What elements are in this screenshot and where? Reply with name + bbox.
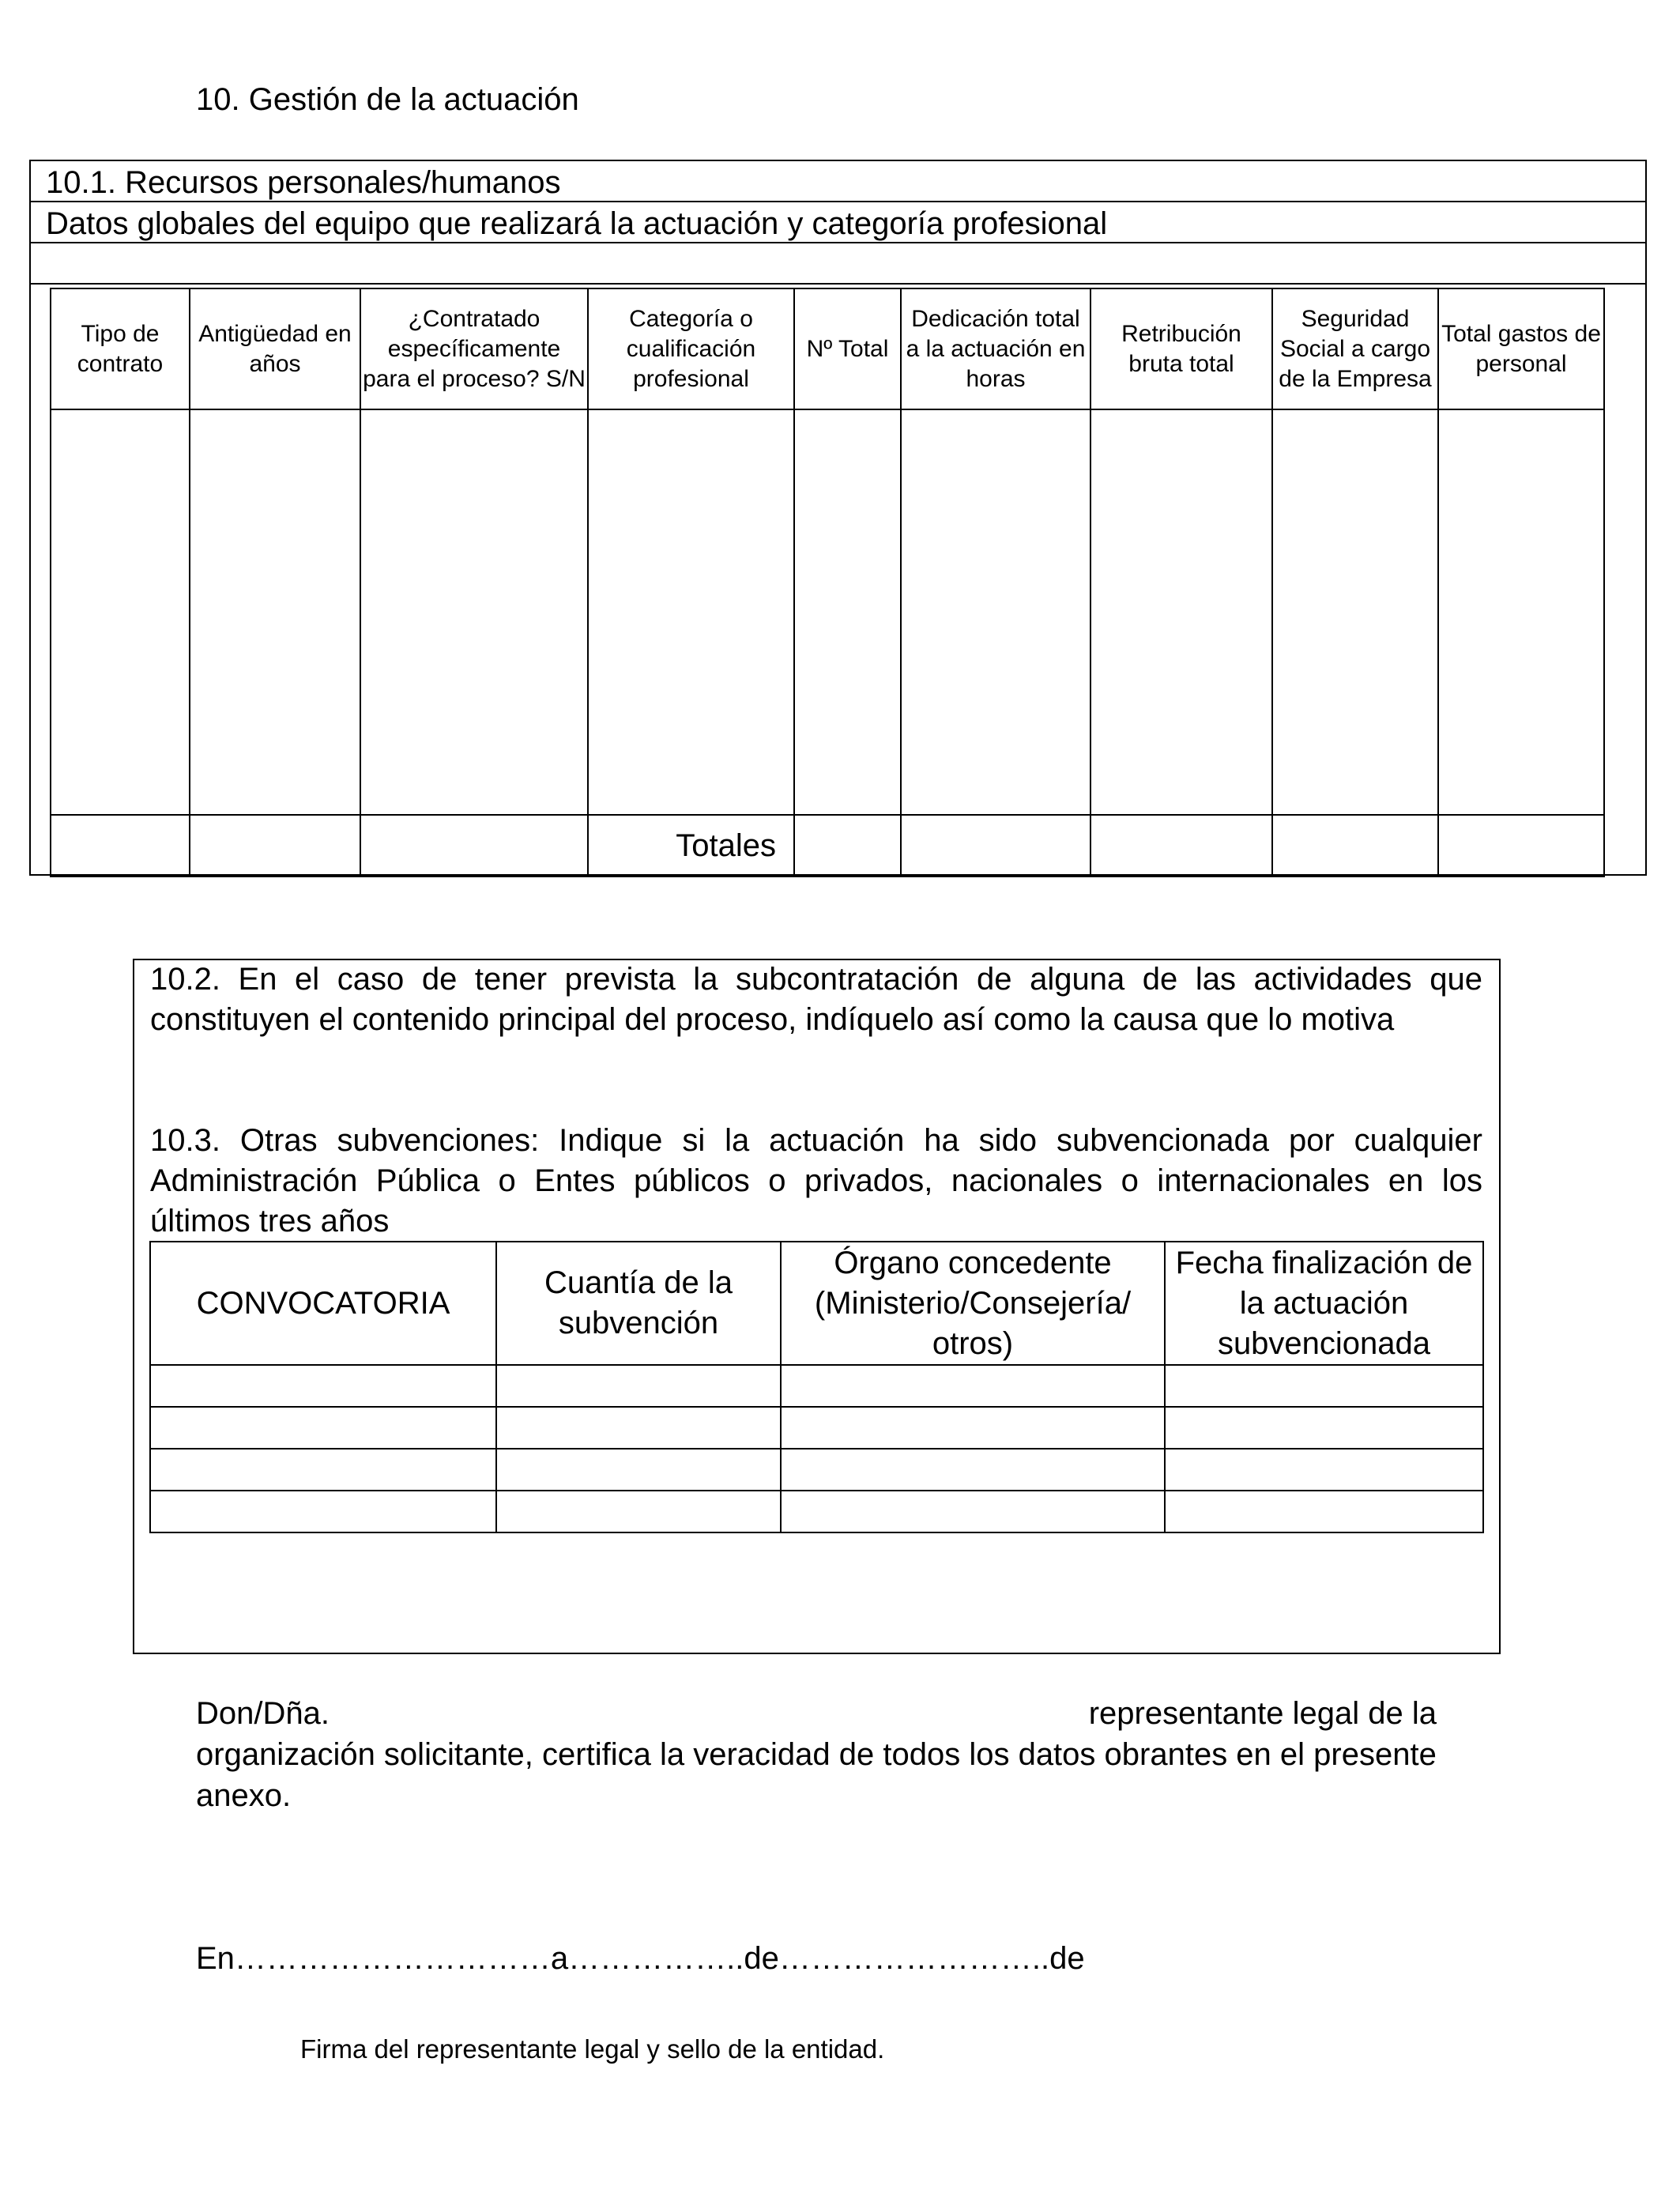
certification-prefix: Don/Dña. [196, 1696, 330, 1731]
input-cell[interactable] [51, 409, 190, 815]
column-header: Fecha finalización de la actuación subvencionada [1165, 1242, 1483, 1365]
input-cell[interactable] [190, 815, 360, 876]
input-cell[interactable] [1272, 409, 1438, 815]
certification-suffix: representante legal de la [1088, 1696, 1437, 1731]
column-header: Nº Total [794, 288, 901, 409]
input-cell[interactable] [1438, 409, 1604, 815]
input-cell[interactable] [150, 1365, 496, 1407]
table-row [150, 1407, 1483, 1449]
input-cell[interactable] [190, 409, 360, 815]
input-cell[interactable] [588, 409, 794, 815]
input-cell[interactable] [496, 1365, 781, 1407]
input-cell[interactable] [1165, 1491, 1483, 1532]
input-cell[interactable] [150, 1407, 496, 1449]
table-header-row [150, 1242, 1483, 1365]
input-cell[interactable] [794, 409, 901, 815]
input-cell[interactable] [496, 1407, 781, 1449]
column-header: Dedicación total a la actuación en horas [901, 288, 1090, 409]
section-title: 10. Gestión de la actuación [196, 82, 579, 117]
table-row [150, 1365, 1483, 1407]
column-header: Antigüedad en años [190, 288, 360, 409]
input-cell[interactable] [496, 1491, 781, 1532]
input-cell[interactable] [781, 1491, 1165, 1532]
input-cell[interactable] [781, 1449, 1165, 1491]
divider [31, 283, 1645, 285]
input-cell[interactable] [781, 1407, 1165, 1449]
other-subsidies-text: 10.3. Otras subvenciones: Indique si la actuación ha sido subvencionada por cualquier Administración Pública o Entes públicos o privados, nacionales o internacionales en los últimos tres años [150, 1123, 1482, 1238]
certification-text [196, 1693, 1437, 1816]
input-cell[interactable] [1090, 409, 1272, 815]
input-cell[interactable] [1438, 815, 1604, 876]
input-cell[interactable] [1165, 1365, 1483, 1407]
input-cell[interactable] [781, 1365, 1165, 1407]
input-cell[interactable] [901, 815, 1090, 876]
table-row [150, 1491, 1483, 1532]
personnel-table [50, 288, 1605, 877]
subsidy-table [149, 1241, 1484, 1533]
table-header-row [51, 288, 1604, 409]
table-row [51, 409, 1604, 815]
column-header: Tipo de contrato [51, 288, 190, 409]
input-cell[interactable] [1165, 1449, 1483, 1491]
signature-note: Firma del representante legal y sello de la entidad. [300, 2034, 885, 2064]
certification-rest: organización solicitante, certifica la veracidad de todos los datos obrantes en el presente anexo. [196, 1737, 1437, 1813]
subcontracting-text: 10.2. En el caso de tener prevista la subcontratación de alguna de las actividades que constituyen el contenido principal del proceso, indíquelo así como la causa que lo motiva [150, 962, 1482, 1037]
place-date-line: En…………………………a……………..de……………………..de [196, 1941, 1085, 1976]
input-cell[interactable] [1272, 815, 1438, 876]
column-header: Total gastos de personal [1438, 288, 1604, 409]
column-header: CONVOCATORIA [150, 1242, 496, 1365]
totals-row [51, 815, 1604, 876]
column-header: Órgano concedente (Ministerio/Consejería/ otros) [781, 1242, 1165, 1365]
column-header: Seguridad Social a cargo de la Empresa [1272, 288, 1438, 409]
input-cell[interactable] [496, 1449, 781, 1491]
totals-label: Totales [588, 815, 794, 876]
input-cell[interactable] [794, 815, 901, 876]
column-header: ¿Contratado específicamente para el proceso? S/N [360, 288, 588, 409]
input-cell[interactable] [1165, 1407, 1483, 1449]
input-cell[interactable] [901, 409, 1090, 815]
input-cell[interactable] [360, 815, 588, 876]
resources-heading: 10.1. Recursos personales/humanos [46, 165, 561, 200]
input-cell[interactable] [360, 409, 588, 815]
column-header: Categoría o cualificación profesional [588, 288, 794, 409]
table-row [150, 1449, 1483, 1491]
resources-description: Datos globales del equipo que realizará la actuación y categoría profesional [46, 206, 1108, 241]
input-cell[interactable] [51, 815, 190, 876]
column-header: Retribución bruta total [1090, 288, 1272, 409]
input-cell[interactable] [150, 1449, 496, 1491]
input-cell[interactable] [150, 1491, 496, 1532]
column-header: Cuantía de la subvención [496, 1242, 781, 1365]
input-cell[interactable] [1090, 815, 1272, 876]
